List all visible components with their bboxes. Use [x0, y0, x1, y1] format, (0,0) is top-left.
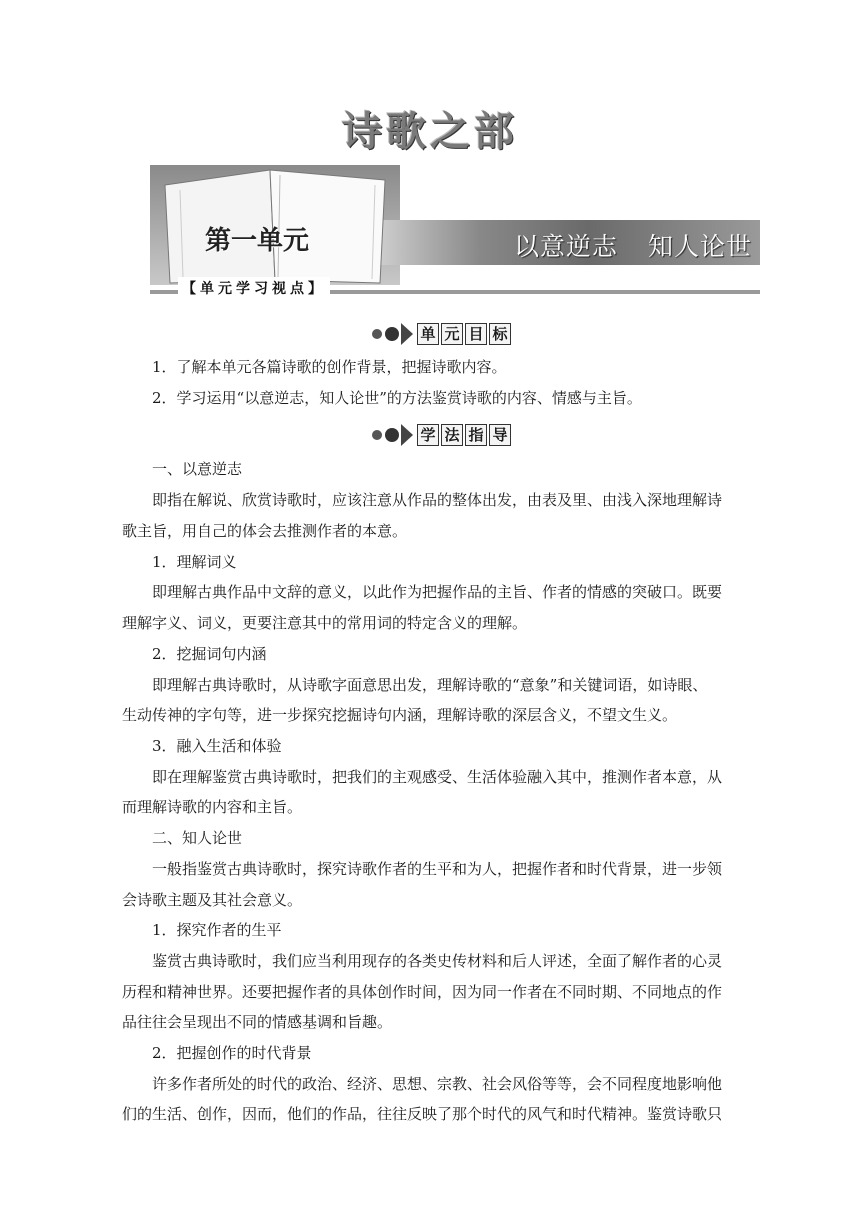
text-line: 历程和精神世界。还要把握作者的具体创作时间，因为同一作者在不同时期、不同地点的作 [122, 983, 723, 1001]
text-line: 一般指鉴赏古典诗歌时，探究诗歌作者的生平和为人，把握作者和时代背景，进一步领 [152, 860, 723, 878]
text-line: 生动传神的字句等，进一步探究挖掘诗句内涵，理解诗歌的深层含义，不望文生义。 [122, 706, 678, 724]
text-line: 1．了解本单元各篇诗歌的创作背景，把握诗歌内容。 [152, 358, 507, 376]
page-title: 诗歌之部 [342, 109, 518, 155]
text-line: 即理解古典作品中文辞的意义，以此作为把握作品的主旨、作者的情感的突破口。既要 [152, 583, 723, 601]
methods-heading [372, 422, 513, 448]
text-line: 许多作者所处的时代的政治、经济、思想、宗教、社会风俗等等，会不同程度地影响他 [152, 1075, 723, 1093]
subsection-heading: 1．理解词义 [152, 553, 237, 571]
subsection-heading: 3．融入生活和体验 [152, 737, 282, 755]
subsection-heading: 1．探究作者的生平 [152, 921, 282, 939]
arrow-right-icon [401, 323, 413, 345]
bullet-dot-icon [372, 430, 382, 440]
heading-char: 单 [417, 323, 439, 345]
heading-char: 指 [465, 424, 487, 446]
text-line: 2．学习运用“以意逆志，知人论世”的方法鉴赏诗歌的内容、情感与主旨。 [152, 389, 642, 407]
unit-label: 第一单元 [205, 226, 310, 256]
text-line: 鉴赏古典诗歌时，我们应当利用现存的各类史传材料和后人评述，全面了解作者的心灵 [152, 952, 723, 970]
text-line: 即理解古典诗歌时，从诗歌字面意思出发，理解诗歌的“意象”和关键词语，如诗眼、 [152, 676, 708, 694]
unit-theme [514, 227, 752, 263]
subsection-heading: 2．把握创作的时代背景 [152, 1044, 312, 1062]
heading-char: 学 [417, 424, 439, 446]
heading-char: 法 [441, 424, 463, 446]
text-line: 理解字义、词义，更要注意其中的常用词的特定含义的理解。 [122, 614, 528, 632]
unit-viewpoint-tag: 【单元学习视点】 [178, 277, 330, 299]
section-heading: 二、知人论世 [152, 829, 243, 847]
arrow-right-icon [401, 424, 413, 446]
bullet-dot-icon [385, 428, 399, 442]
heading-char: 导 [489, 424, 511, 446]
unit-banner [150, 165, 760, 305]
goals-heading [372, 321, 513, 347]
bullet-dot-icon [385, 327, 399, 341]
text-line: 即指在解说、欣赏诗歌时，应该注意从作品的整体出发，由表及里、由浅入深地理解诗 [152, 491, 723, 509]
text-line: 们的生活、创作，因而，他们的作品，往往反映了那个时代的风气和时代精神。鉴赏诗歌只 [122, 1105, 723, 1123]
text-line: 歌主旨，用自己的体会去推测作者的本意。 [122, 522, 408, 540]
heading-char: 元 [441, 323, 463, 345]
text-line: 即在理解鉴赏古典诗歌时，把我们的主观感受、生活体验融入其中，推测作者本意，从 [152, 768, 723, 786]
text-line: 而理解诗歌的内容和主旨。 [122, 798, 303, 816]
section-heading: 一、以意逆志 [152, 460, 243, 478]
bullet-dot-icon [372, 329, 382, 339]
theme-b: 知人论世 [647, 232, 752, 261]
heading-char: 目 [465, 323, 487, 345]
text-line: 会诗歌主题及其社会意义。 [122, 891, 303, 909]
heading-char: 标 [489, 323, 511, 345]
text-line: 品往往会呈现出不同的情感基调和旨趣。 [122, 1013, 393, 1031]
subsection-heading: 2．挖掘词句内涵 [152, 645, 267, 663]
theme-a: 以意逆志 [513, 232, 618, 261]
